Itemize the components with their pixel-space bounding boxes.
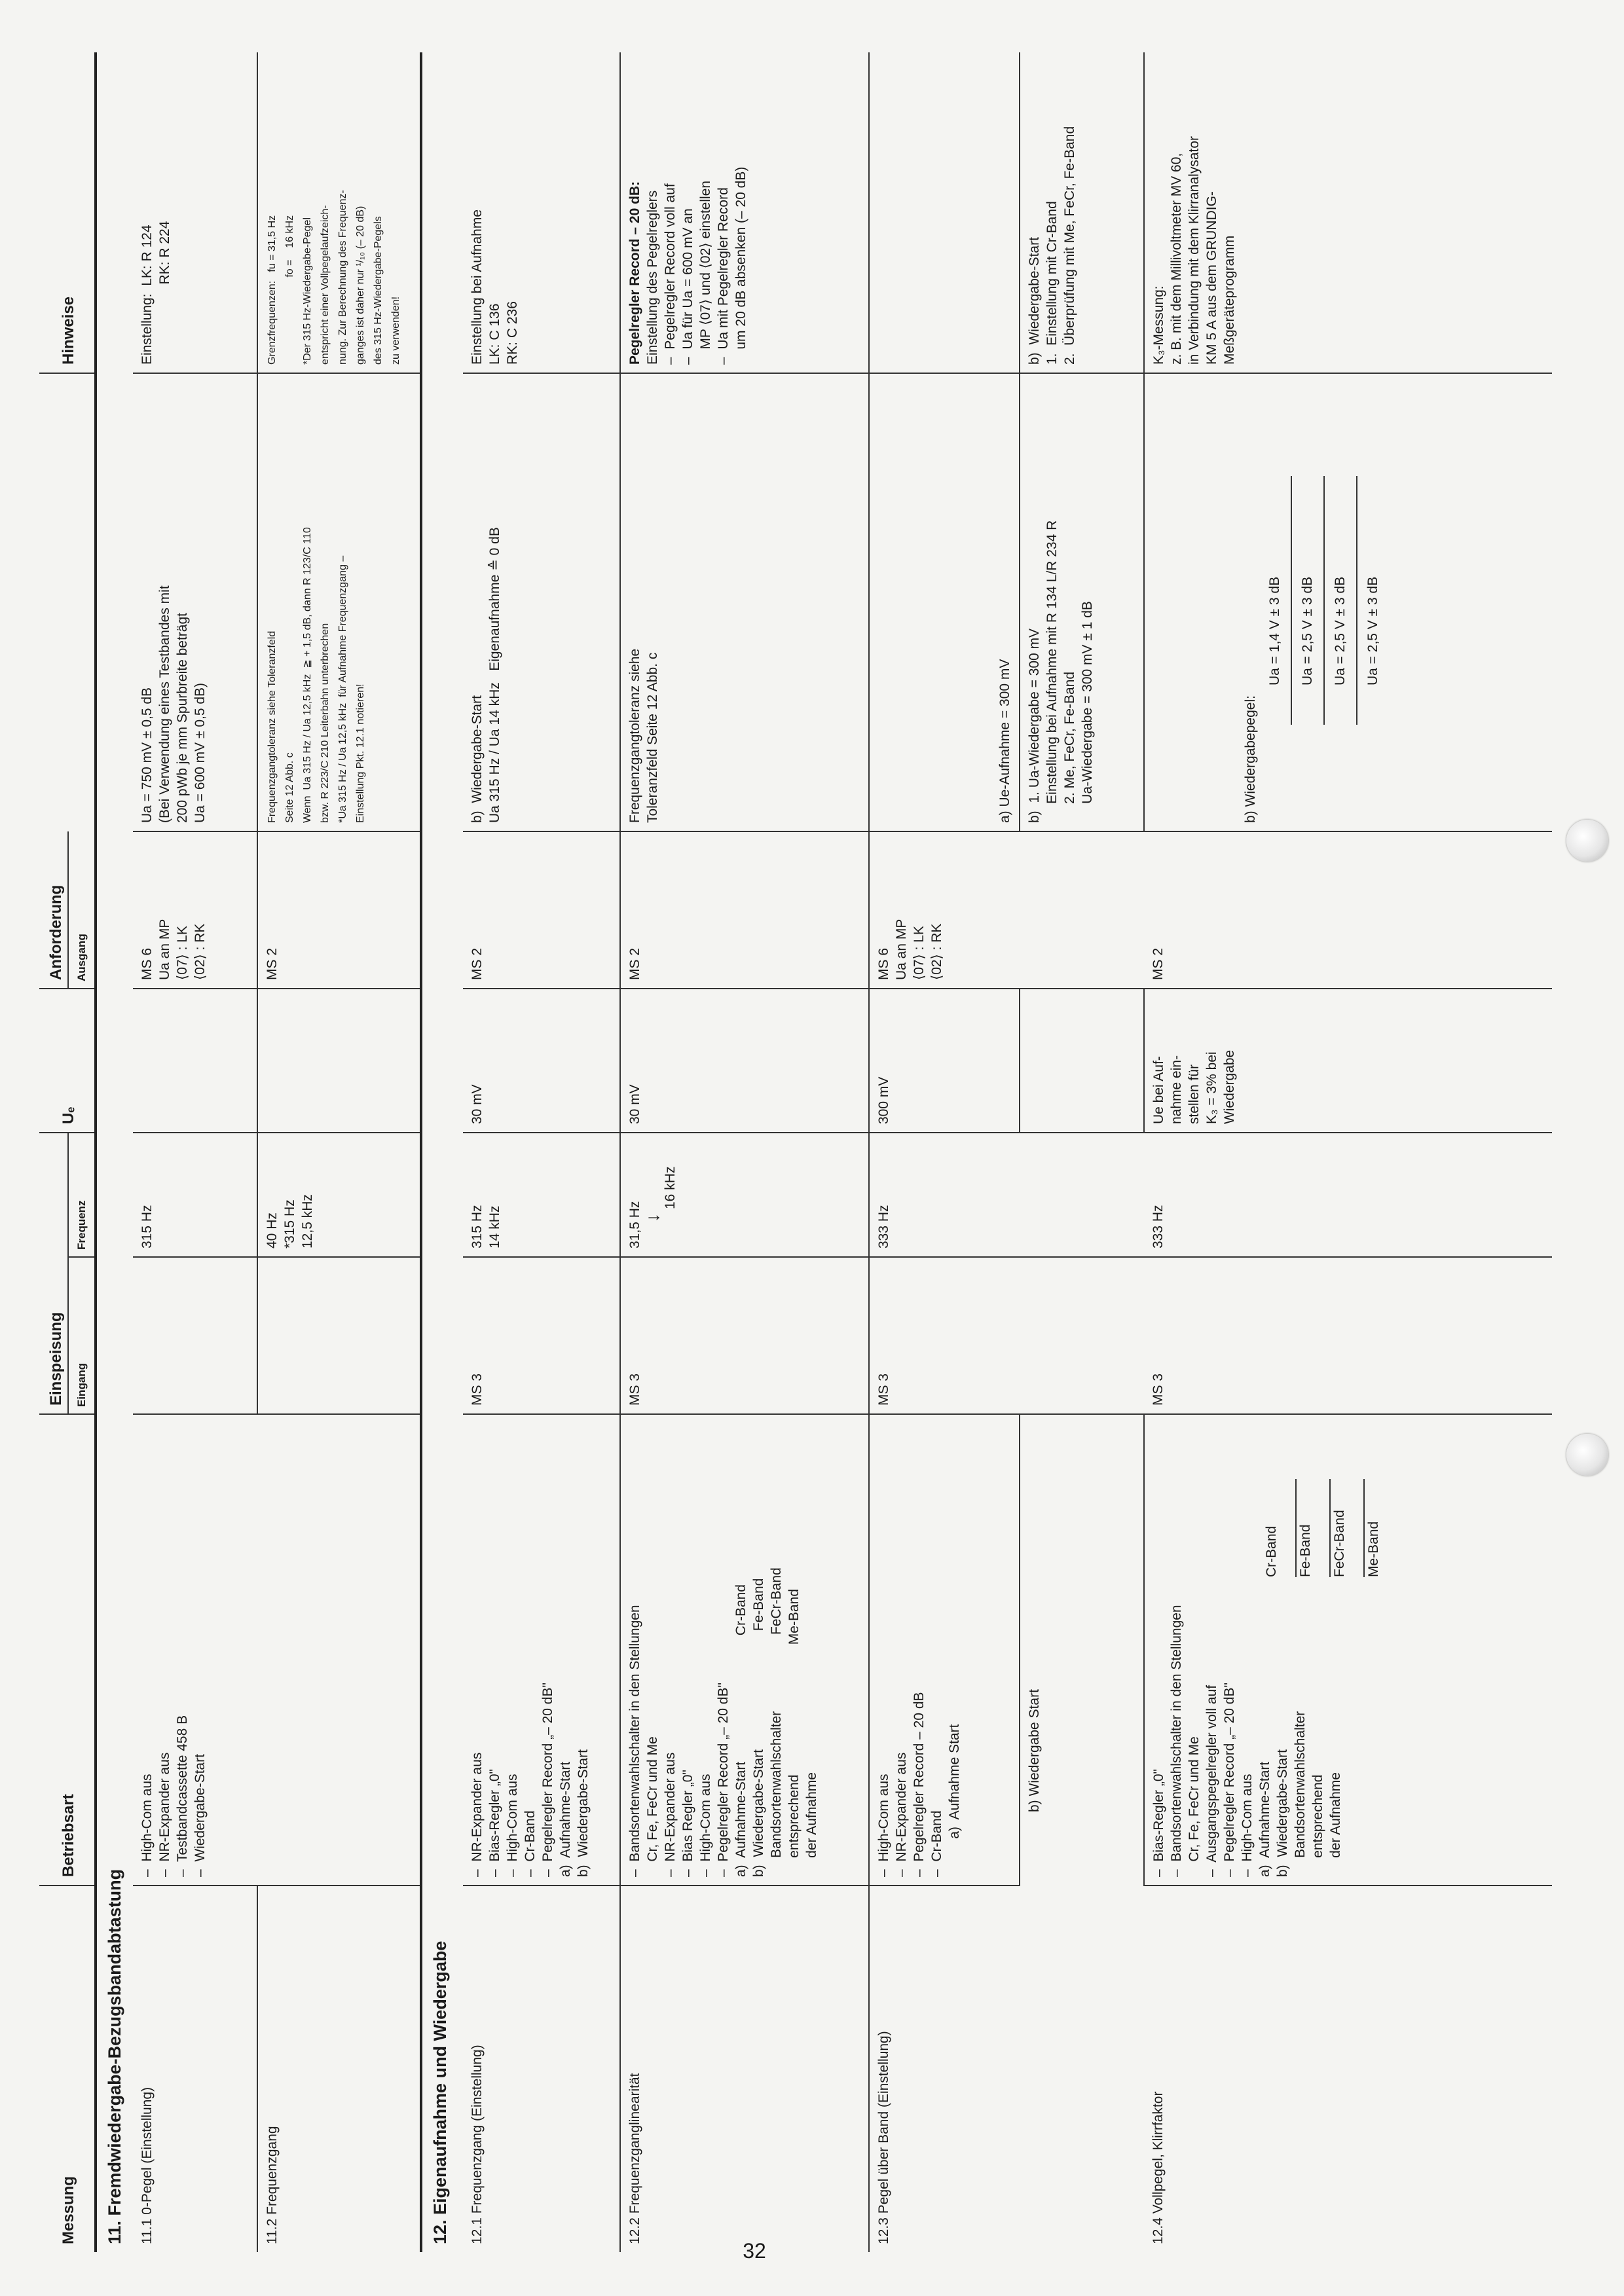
punch-hole-bottom — [1566, 1434, 1608, 1476]
r12-1-betrieb: – NR-Expander aus – Bias-Regler „0" – High-Com aus – Cr-Band – Pegelregler Record „– 20 dB" a) Aufnahme-Start b) Wiedergabe-Start — [463, 1414, 620, 1886]
r12-4-anforderung: b) Wiedergabepegel: Ua = 1,4 V ± 3 dB Ua = 2,5 V ± 3 dB Ua = 2,5 V ± 3 dB Ua = 2,5 V ± 3 dB — [1144, 373, 1552, 831]
col-ue: Uₑ — [39, 989, 96, 1133]
col-betriebsart: Betriebsart — [39, 1414, 96, 1886]
band-list — [1263, 1479, 1397, 1577]
row-12-4 — [1144, 52, 1552, 2252]
r11-2-eingang — [257, 1257, 421, 1414]
band-me: Me-Band — [1366, 1521, 1381, 1577]
r12-4-ue: Ue bei Auf- nahme ein- stellen für K₃ = 3% bei Wiedergabe — [1144, 989, 1552, 1133]
r11-2-hinweise: Grenzfrequenzen: fu = 31,5 Hz fo = 16 kHz *Der 315 Hz-Wiedergabe-Pegel entspricht einer Vollpegelaufzeich- nung. Zur Berechnung des Frequenz- ganges ist daher nur ¹/₁₀ (– 20 dB) des 315 Hz-Wiedergabe-Pegels zu verwenden! — [257, 52, 421, 373]
col-einspeisung: Einspeisung — [39, 1133, 68, 1414]
r12-3-anforderung-b: b) 1. Ua-Wiedergabe = 300 mV Einstellung bei Aufnahme mit R 134 L/R 234 R 2. Me, FeCr, Fe-Band Ua-Wiedergabe = 300 mV ± 1 dB — [1020, 373, 1144, 831]
r12-3-messung: 12.3 Pegel über Band (Einstellung) — [876, 2031, 891, 2244]
r11-2-ausgang: MS 2 — [257, 831, 421, 989]
row-12-3a — [869, 52, 1020, 2252]
r12-1-messung: 12.1 Frequenzgang (Einstellung) — [463, 1886, 620, 2252]
r11-1-frequenz: 315 Hz — [133, 1133, 257, 1257]
r12-3-frequenz: 333 Hz — [869, 1133, 1144, 1257]
r12-4-hinweise: K₃-Messung: z. B. mit dem Millivoltmeter MV 60, in Verbindung mit dem Klirranalysator KM 5 A aus dem GRUNDIG- Meßgeräteprogramm — [1144, 52, 1552, 373]
r12-1-ue: 30 mV — [463, 989, 620, 1133]
r11-2-betrieb — [257, 1414, 421, 1886]
r12-2-anforderung: Frequenzgangtoleranz siehe Toleranzfeld Seite 12 Abb. c — [620, 373, 869, 831]
r12-4-eingang: MS 3 — [1144, 1257, 1552, 1414]
r12-3-ue: 300 mV — [869, 989, 1020, 1133]
r12-3-ue-b — [1020, 989, 1144, 1133]
rotated-table-canvas — [39, 52, 1552, 2252]
row-12-1 — [463, 52, 620, 2252]
r11-2-ue — [257, 989, 421, 1133]
row-11-1 — [133, 52, 257, 2252]
r12-3-hinweise-a — [869, 52, 1020, 373]
col-messung: Messung — [59, 2176, 77, 2244]
down-arrow-icon: ↓ — [642, 1213, 663, 1222]
measurement-table — [39, 52, 1552, 2252]
col-eingang: Eingang — [68, 1257, 96, 1414]
r11-1-messung: 11.1 0-Pegel (Einstellung) — [139, 2086, 155, 2244]
r12-2-ue: 30 mV — [620, 989, 869, 1133]
r12-2-betrieb: – Bandsortenwahlschalter in den Stellungen Cr, Fe, FeCr und Me – NR-Expander aus – Bias Regler „0" – High-Com aus – Pegelregler Record „– 20 dB" a) Aufnahme-Start Cr-Band b) Wiedergabe-Start Fe-Band Bandsortenwahlschalter FeCr-Band entsprechend Me-Band der Aufnahme — [620, 1414, 869, 1886]
pegel-list: Ua = 1,4 V ± 3 dB Ua = 2,5 V ± 3 dB Ua = 2,5 V ± 3 dB Ua = 2,5 V ± 3 dB — [1259, 476, 1389, 725]
section-12-row — [421, 52, 463, 2252]
band-fe: Fe-Band — [1297, 1479, 1331, 1577]
row-12-2 — [620, 52, 869, 2252]
band-cr: Cr-Band — [1263, 1479, 1297, 1577]
r12-4-messung: 12.4 Vollpegel, Klirrfaktor — [1151, 2091, 1166, 2244]
r12-1-ausgang: MS 2 — [463, 831, 620, 989]
r12-3-anforderung-a: a) Ue-Aufnahme = 300 mV — [869, 373, 1020, 831]
col-hinweise: Hinweise — [39, 52, 96, 373]
r11-2-anforderung: Frequenzgangtoleranz siehe Toleranzfeld Seite 12 Abb. c Wenn Ua 315 Hz / Ua 12,5 kHz ≧ + 1,5 dB, dann R 123/C 110 bzw. R 223/C 210 Leiterbahn unterbrechen *Ua 315 Hz / Ua 12,5 kHz für Aufnahme Frequenzgang – Einstellung Pkt. 12.1 notieren! — [257, 373, 421, 831]
section-12-title: 12. Eigenaufnahme und Wiedergabe — [421, 52, 463, 2252]
punch-hole-top — [1566, 820, 1608, 862]
r11-1-ue — [133, 989, 257, 1133]
col-anforderung: Anforderung — [39, 373, 68, 989]
r11-1-anforderung: Ua = 750 mV ± 0,5 dB (Bei Verwendung eines Testbandes mit 200 pWb je mm Spurbreite beträgt Ua = 600 mV ± 0,5 dB) — [133, 373, 257, 831]
r12-2-frequenz: 31,5 Hz ↓ 16 kHz — [620, 1133, 869, 1257]
r12-2-eingang: MS 3 — [620, 1257, 869, 1414]
r12-1-hinweise: Einstellung bei Aufnahme LK: C 136 RK: C 236 — [463, 52, 620, 373]
band-fecr: FeCr-Band — [1331, 1479, 1365, 1577]
r12-3-ausgang: MS 6 Ua an MP ⟨07⟩ : LK ⟨02⟩ : RK — [869, 831, 1144, 989]
r12-2-messung: 12.2 Frequenzganglinearität — [620, 1886, 869, 2252]
r12-3-eingang: MS 3 — [869, 1257, 1144, 1414]
r12-3-betrieb-a: – High-Com aus – NR-Expander aus – Pegelregler Record – 20 dB – Cr-Band a) Aufnahme Start — [869, 1414, 1020, 1886]
r12-2-ausgang: MS 2 — [620, 831, 869, 989]
page-number: 32 — [743, 2239, 766, 2263]
r12-1-anforderung: b) Wiedergabe-Start Ua 315 Hz / Ua 14 kHz Eigenaufnahme ≙ 0 dB — [463, 373, 620, 831]
r12-1-frequenz: 315 Hz 14 kHz — [463, 1133, 620, 1257]
r11-1-eingang — [133, 1257, 257, 1414]
r12-3-hinweise-b: b) Wiedergabe-Start 1. Einstellung mit Cr-Band 2. Überprüfung mit Me, FeCr, Fe-Band — [1020, 52, 1144, 373]
r12-4-ausgang: MS 2 — [1144, 831, 1552, 989]
r11-1-betrieb: – High-Com aus – NR-Expander aus – Testbandcassette 458 B – Wiedergabe-Start — [133, 1414, 257, 1886]
r12-4-betrieb: – Bias-Regler „0" – Bandsortenwahlschalter in den Stellungen Cr, Fe, FeCr und Me – Ausgangspegelregler voll auf – Pegelregler Record „– 20 dB" – High-Com aus a) Aufnahme-Start b) Wiedergabe-Start Bandsortenwahlschalter entsprechend der Aufnahme Cr-Band Fe-Band FeCr-Band Me-Band — [1144, 1414, 1552, 1886]
section-11-row — [96, 52, 133, 2252]
row-11-2 — [257, 52, 421, 2252]
r11-2-messung: 11.2 Frequenzgang — [257, 1886, 421, 2252]
r11-1-hinweise: Einstellung: LK: R 124 RK: R 224 — [133, 52, 257, 373]
r12-4-frequenz: 333 Hz — [1144, 1133, 1552, 1257]
r12-3-betrieb-b: b) Wiedergabe Start — [1020, 1414, 1144, 1886]
r12-1-eingang: MS 3 — [463, 1257, 620, 1414]
section-11-title: 11. Fremdwiedergabe-Bezugsbandabtastung — [105, 1868, 124, 2244]
col-frequenz: Frequenz — [68, 1133, 96, 1257]
r12-2-hinweise: Pegelregler Record – 20 dB: Einstellung des Pegelreglers – Pegelregler Record voll auf – Ua für Ua = 600 mV an MP ⟨07⟩ und ⟨02⟩ einstellen – Ua mit Pegelregler Record um 20 dB absenken (– 20 dB) — [620, 52, 869, 373]
r11-2-frequenz: 40 Hz *315 Hz 12,5 kHz — [257, 1133, 421, 1257]
col-ausgang: Ausgang — [68, 831, 96, 989]
r11-1-ausgang: MS 6 Ua an MP ⟨07⟩ : LK ⟨02⟩ : RK — [133, 831, 257, 989]
header-row-top — [39, 52, 68, 2252]
